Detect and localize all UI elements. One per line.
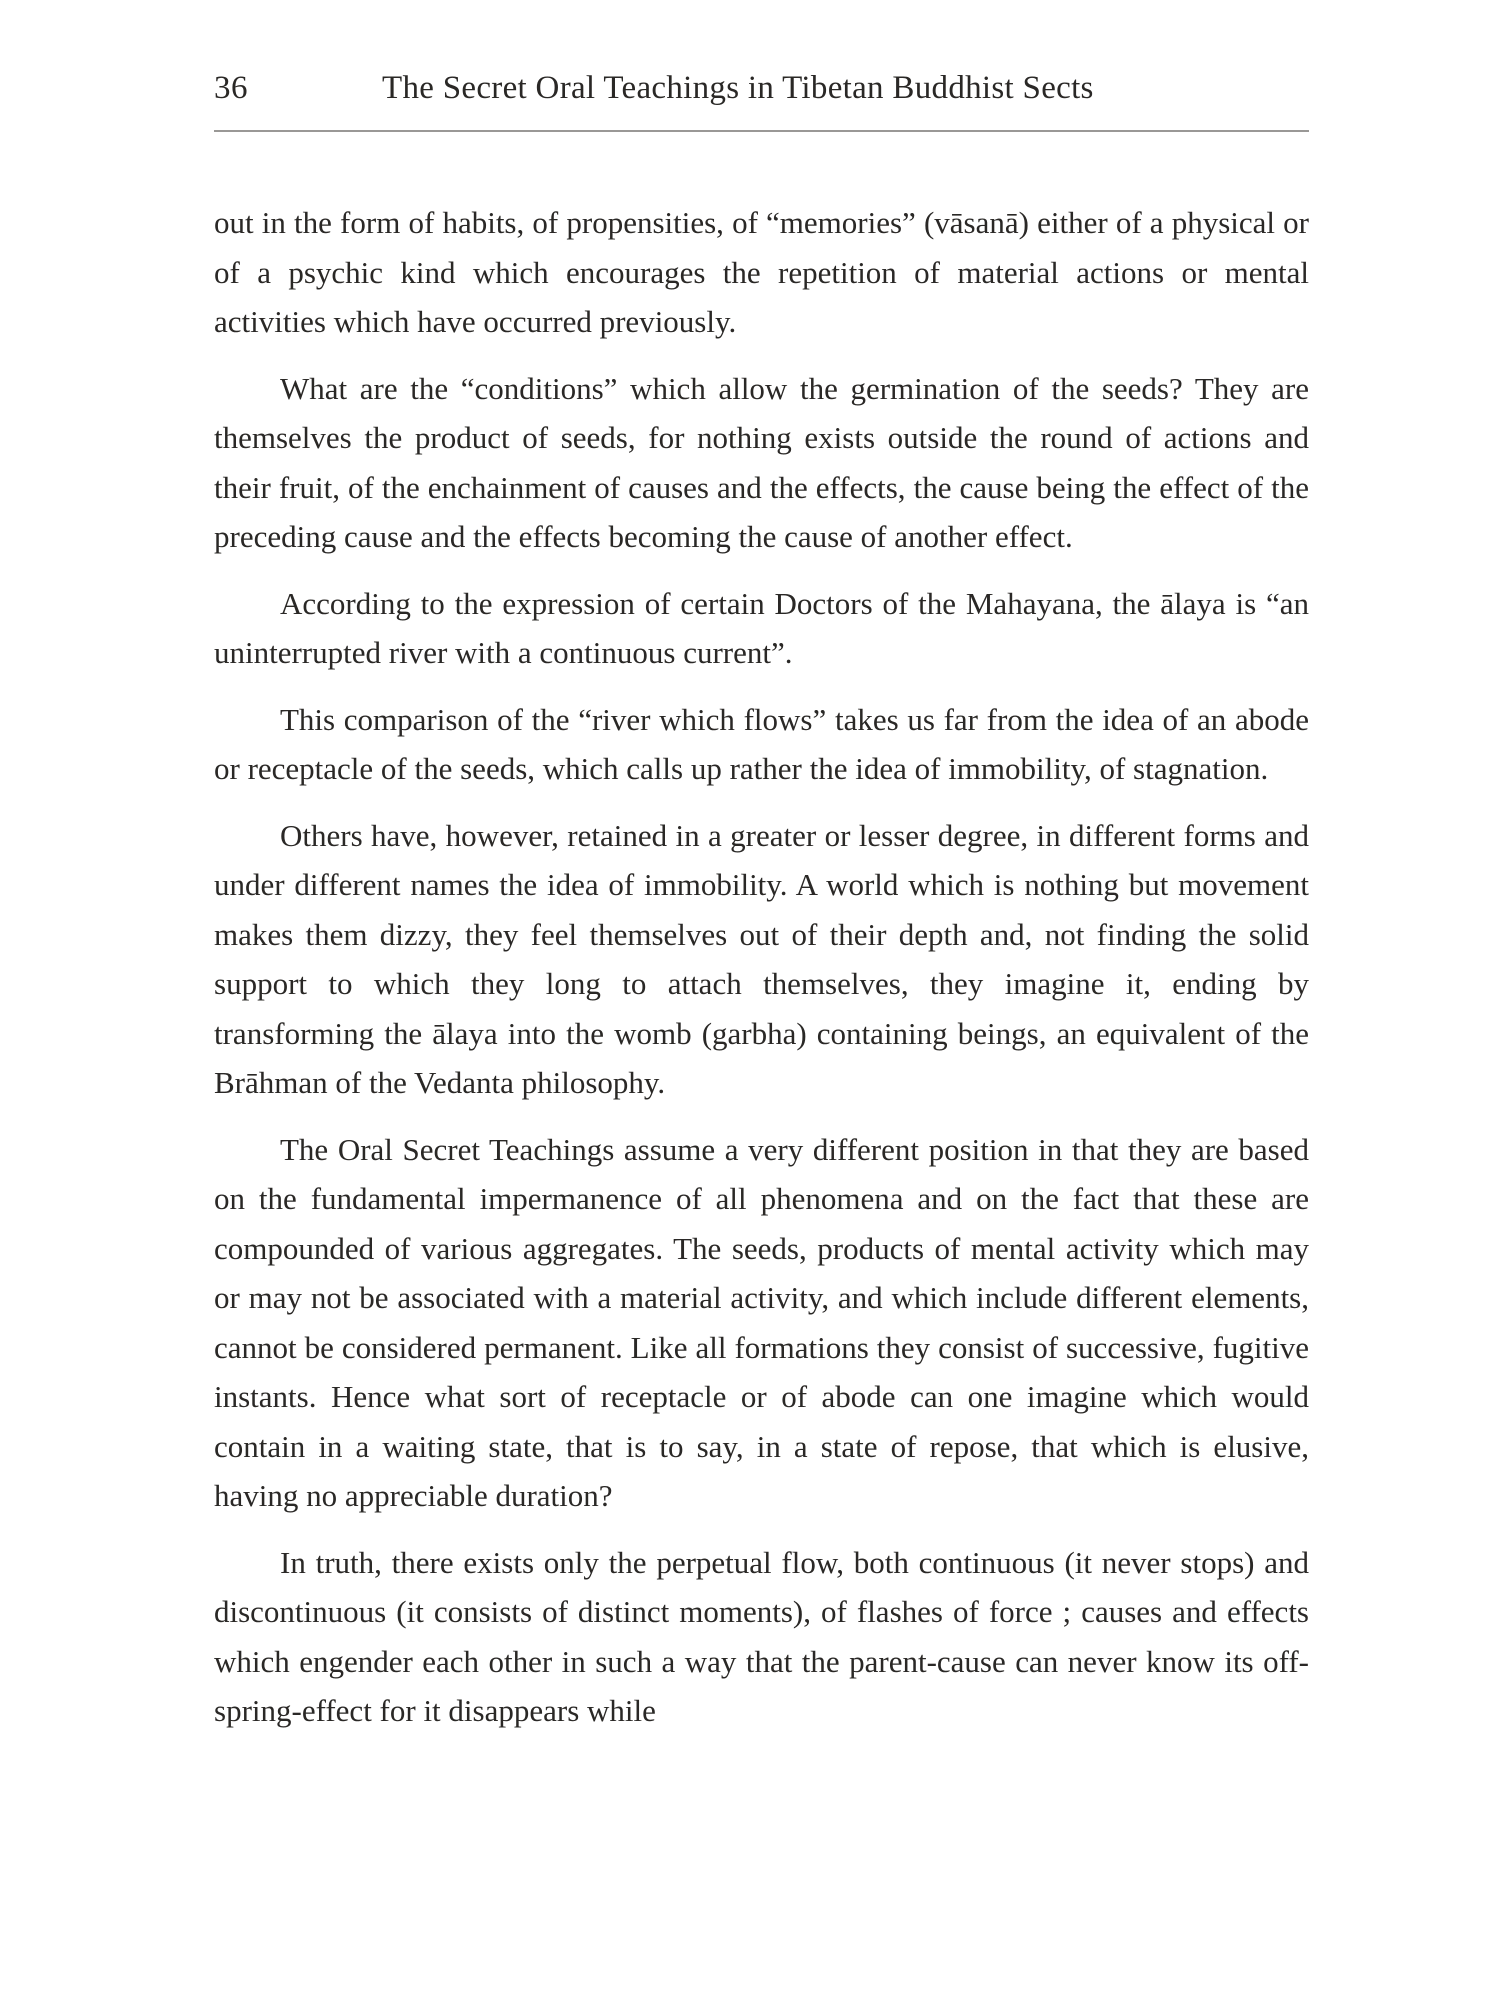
paragraph-5: Others have, however, retained in a greater or lesser degree, in different forms and under different names the idea of immobility. A world which is nothing but movement makes them dizzy, they feel themselves out of their depth and, not finding the solid support to which they long to attach themselves, they imagine it, ending by transforming the ālaya into the womb (garbha) containing beings, an equivalent of the Brāhman of the Vedanta philosophy. — [214, 817, 1309, 1100]
running-title: The Secret Oral Teachings in Tibetan Buddhist Sects — [382, 70, 1094, 106]
header-rule — [214, 130, 1309, 132]
paragraph-3: According to the expression of certain Doctors of the Mahayana, the ālaya is “an uninterrupted river with a continuous current”. — [214, 585, 1309, 670]
paragraph-2: What are the “conditions” which allow the germination of the seeds? They are themselves the product of seeds, for nothing exists outside the round of actions and their fruit, of the enchainment of causes and the effects, the cause being the effect of the preceding cause and the effects becoming the cause of another effect. — [214, 370, 1309, 554]
paragraph-7: In truth, there exists only the perpetual flow, both continuous (it never stops) and discontinuous (it consists of distinct moments), of flashes of force ; causes and effects which engender each other in such a way that the parent-cause can never know its off-spring-effect for it disappears while — [214, 1544, 1309, 1728]
page-number: 36 — [214, 70, 248, 106]
paragraph-6: The Oral Secret Teachings assume a very different position in that they are based on the fundamental impermanence of all phenomena and on the fact that these are compounded of various aggregates. The seeds, products of mental activity which may or may not be associated with a material activity, and which include different elements, cannot be considered permanent. Like all formations they consist of successive, fugitive instants. Hence what sort of receptacle or of abode can one imagine which would contain in a waiting state, that is to say, in a state of repose, that which is elusive, having no appreciable duration? — [214, 1131, 1309, 1513]
paragraph-4: This comparison of the “river which flows” takes us far from the idea of an abode or receptacle of the seeds, which calls up rather the idea of immobility, of stagnation. — [214, 701, 1309, 786]
body-text — [214, 198, 1309, 1753]
paragraph-1: out in the form of habits, of propensities, of “memories” (vāsanā) either of a physical or of a psychic kind which encourages the repetition of material actions or mental activities which have occurred previously. — [214, 205, 1309, 339]
running-head — [214, 70, 1309, 120]
